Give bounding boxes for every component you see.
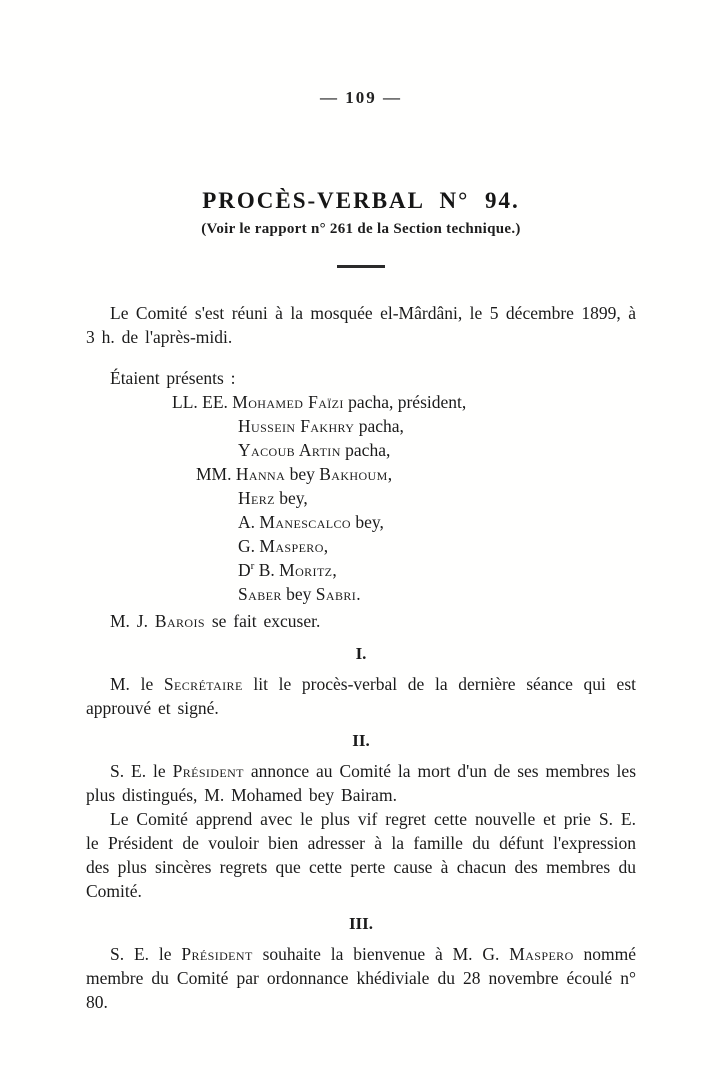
attendee-middle: bey bbox=[285, 464, 320, 484]
attendee-prefix: G. bbox=[238, 536, 260, 556]
attendee-line bbox=[86, 438, 636, 462]
attendee-middle: bey bbox=[281, 584, 316, 604]
divider-rule bbox=[337, 265, 385, 268]
attendee-name: Herz bbox=[238, 488, 275, 508]
attendee-name: Yacoub Artin bbox=[238, 440, 341, 460]
attendee-suffix: , bbox=[332, 560, 337, 580]
attendee-suffix: . bbox=[356, 584, 361, 604]
attendee-line bbox=[86, 534, 636, 558]
attendee-name: Hanna bbox=[235, 464, 286, 484]
attendee-suffix: , bbox=[387, 464, 393, 484]
attendee-prefix: A. bbox=[238, 512, 260, 532]
section-2-paragraph bbox=[86, 807, 636, 903]
attendee-name: Manescalco bbox=[259, 512, 351, 532]
excused-prefix: M. J. bbox=[110, 611, 155, 631]
attendee-line bbox=[86, 414, 636, 438]
section-1-paragraph bbox=[86, 672, 636, 720]
attendee-prefix: LL. EE. bbox=[172, 392, 233, 412]
attendee-superscript: r bbox=[250, 560, 255, 573]
paragraph-text: S. E. le bbox=[110, 761, 173, 781]
excused-suffix: se fait excuser. bbox=[204, 611, 321, 631]
section-heading-1: I. bbox=[355, 644, 367, 663]
paragraph-text: annonce au Comité la mort d'un de ses membres les plus distingués, M. Mohamed bey Bairam. bbox=[86, 761, 636, 805]
document-subtitle: (Voir le rapport n° 261 de la Section technique.) bbox=[201, 221, 521, 237]
paragraph-text: souhaite la bienvenue à M. G. bbox=[252, 944, 510, 964]
attendee-name: Mohamed Faïzi bbox=[232, 392, 344, 412]
attendee-suffix: pacha, bbox=[354, 416, 404, 436]
section-heading-2: II. bbox=[352, 731, 370, 750]
excused-name: Barois bbox=[154, 611, 205, 631]
attendee-name: Moritz bbox=[279, 560, 333, 580]
paragraph-text: S. E. le bbox=[110, 944, 182, 964]
attendee-line bbox=[86, 558, 636, 582]
attendee-name: Maspero bbox=[259, 536, 324, 556]
attendee-suffix: pacha, bbox=[340, 440, 391, 460]
page-number: — 109 — bbox=[320, 88, 402, 107]
attendee-prefix: MM. bbox=[196, 464, 236, 484]
intro-paragraph: Le Comité s'est réuni à la mosquée el-Mârdâni, le 5 décembre 1899, à 3 h. de l'après-midi. bbox=[86, 303, 636, 347]
attendee-line bbox=[86, 462, 636, 486]
paragraph-text: lit le procès-verbal de la dernière séance qui est approuvé et signé. bbox=[86, 674, 636, 718]
small-caps-word: Président bbox=[181, 944, 253, 964]
attendee-suffix: , bbox=[323, 536, 329, 556]
present-label: Étaient présents : bbox=[110, 368, 236, 388]
section-3-paragraph bbox=[86, 942, 636, 1014]
small-caps-word: Maspero bbox=[509, 944, 574, 964]
attendee-line bbox=[86, 390, 636, 414]
attendee-suffix: bey, bbox=[350, 512, 384, 532]
attendee-suffix: pacha, président, bbox=[343, 392, 467, 412]
paragraph-text: M. le bbox=[110, 674, 164, 694]
attendee-name: Hussein Fakhry bbox=[238, 416, 355, 436]
attendee-name: Sabri bbox=[315, 584, 357, 604]
small-caps-word: Secrétaire bbox=[163, 674, 243, 694]
attendee-name: Bakhoum bbox=[319, 464, 388, 484]
attendee-line bbox=[86, 486, 636, 510]
paragraph-text: nommé membre du Comité par ordonnance khédiviale du 28 novembre écoulé n° 80. bbox=[86, 944, 637, 1012]
attendee-line bbox=[86, 582, 636, 606]
excused-line bbox=[86, 609, 636, 633]
attendee-name: Saber bbox=[238, 584, 282, 604]
attendee-initials: B. bbox=[254, 560, 280, 580]
attendee-suffix: bey, bbox=[274, 488, 308, 508]
small-caps-word: Président bbox=[172, 761, 244, 781]
attendee-prefix: D bbox=[238, 560, 251, 580]
section-heading-3: III. bbox=[348, 914, 374, 933]
section-2-paragraph bbox=[86, 759, 636, 807]
document-title: PROCÈS-VERBAL N° 94. bbox=[202, 188, 520, 213]
paragraph-text: Le Comité apprend avec le plus vif regret cette nouvelle et prie S. E. le Président de vouloir bien adresser à la famille du défunt l'expression des plus sincères regrets que cette perte cause à chacun des membres du Comité. bbox=[86, 809, 636, 901]
attendee-line bbox=[86, 510, 636, 534]
